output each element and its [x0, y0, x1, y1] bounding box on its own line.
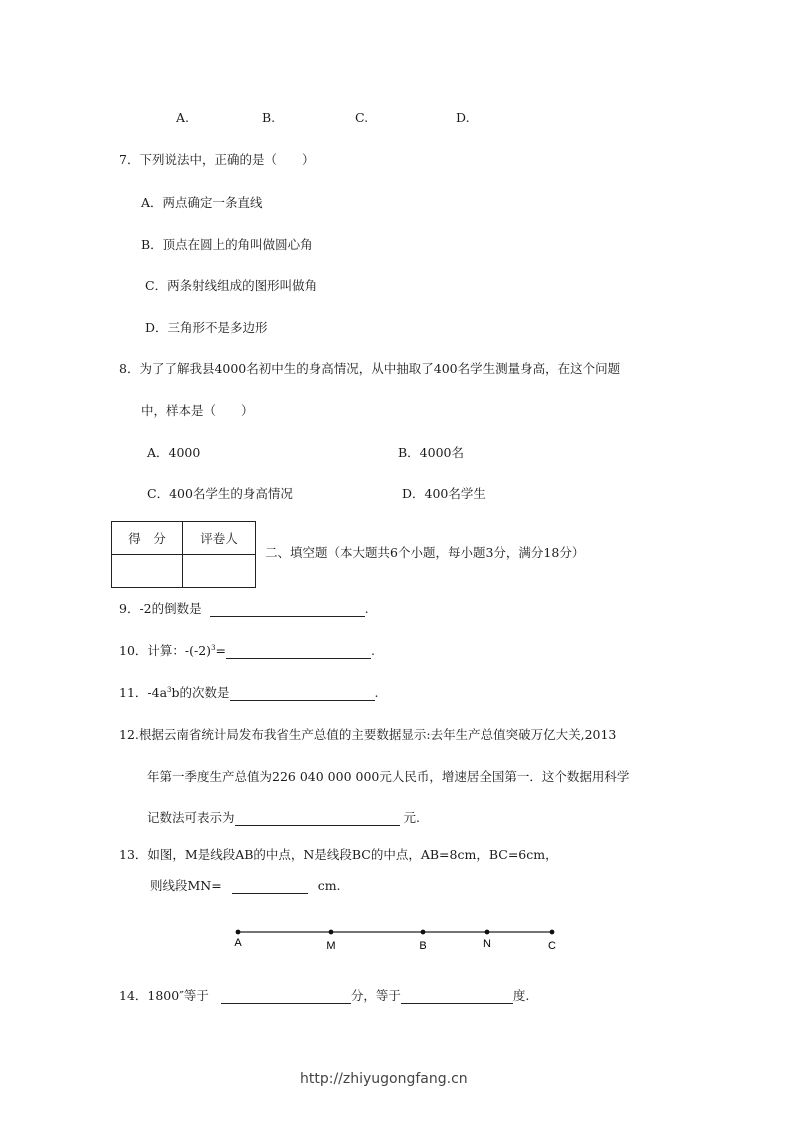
point-a-dot [236, 930, 241, 935]
q10-prefix: 10．计算：-(-2) [119, 643, 212, 658]
grader-cell [183, 555, 256, 588]
score-header: 得 分 [112, 522, 183, 555]
q6-option-c: C. [355, 110, 369, 125]
q14-prefix: 14．1800″等于 [119, 988, 209, 1003]
q11-exponent: 3 [167, 686, 172, 694]
q13-answer-blank[interactable] [232, 879, 308, 894]
q13-line2 [150, 876, 341, 894]
score-table [111, 521, 256, 588]
q14-suffix: 度. [512, 988, 530, 1003]
section-title: 二、填空题（本大题共6个小题，每小题3分，满分18分） [265, 545, 585, 560]
q7-stem: 7．下列说法中，正确的是（ ） [119, 152, 315, 167]
q13-line1: 13．如图，M是线段AB的中点，N是线段BC的中点，AB=8cm，BC=6cm， [119, 847, 558, 862]
point-a-label: A [234, 937, 242, 949]
q11 [119, 683, 379, 701]
q12-line2: 年第一季度生产总值为226 040 000 000元人民币，增速居全国第一．这个数据用科学 [147, 769, 630, 784]
line-segment-figure [225, 922, 570, 962]
q12-line3-suffix: 元. [403, 810, 420, 825]
score-cell [112, 555, 183, 588]
q9-prefix: 9．-2的倒数是 [119, 601, 202, 616]
q7-option-c: C．两条射线组成的图形叫做角 [145, 278, 318, 293]
q12-line3 [147, 808, 420, 826]
q14-degrees-blank[interactable] [401, 989, 513, 1004]
q8-option-d: D．400名学生 [402, 486, 486, 501]
point-c-label: C [548, 940, 556, 952]
point-m-label: M [326, 940, 336, 952]
q14-mid: 分，等于 [350, 988, 401, 1003]
point-m-dot [329, 930, 334, 935]
q8-option-b: B．4000名 [398, 445, 464, 460]
q8-option-c: C．400名学生的身高情况 [147, 486, 293, 501]
q10-answer-blank[interactable] [226, 644, 371, 659]
q10-suffix: . [371, 643, 375, 658]
q13-line2-prefix: 则线段MN= [150, 878, 222, 893]
q12-answer-blank[interactable] [235, 811, 400, 826]
q7-option-d: D．三角形不是多边形 [145, 320, 268, 335]
q9-answer-blank[interactable] [210, 602, 365, 617]
q11-suffix: . [374, 685, 379, 700]
q7-option-b: B．顶点在圆上的角叫做圆心角 [141, 237, 313, 252]
q11-answer-blank[interactable] [230, 686, 375, 701]
q7-option-a: A．两点确定一条直线 [141, 195, 263, 210]
point-n-dot [485, 930, 490, 935]
q12-line3-prefix: 记数法可表示为 [147, 810, 235, 825]
q9-suffix: . [364, 601, 369, 616]
q10 [119, 641, 375, 659]
point-c-dot [550, 930, 555, 935]
q13-line2-suffix: cm. [317, 878, 341, 893]
q14-minutes-blank[interactable] [221, 989, 351, 1004]
q6-option-b: B. [262, 110, 276, 125]
q12-line1: 12.根据云南省统计局发布我省生产总值的主要数据显示:去年生产总值突破万亿大关,2013 [119, 727, 617, 742]
q11-mid: b的次数是 [171, 685, 230, 700]
footer-url[interactable]: http://zhiyugongfang.cn [300, 1071, 468, 1087]
q8-option-a: A．4000 [147, 445, 201, 460]
q14 [119, 986, 529, 1004]
point-n-label: N [483, 938, 491, 950]
q10-equals: = [215, 643, 227, 658]
q6-option-a: A. [176, 110, 190, 125]
point-b-label: B [419, 940, 427, 952]
q6-option-d: D. [456, 110, 470, 125]
grader-header: 评卷人 [183, 522, 256, 555]
q8-stem-line2: 中，样本是（ ） [141, 403, 254, 418]
q8-stem-line1: 8．为了了解我县4000名初中生的身高情况，从中抽取了400名学生测量身高，在这个问题 [119, 361, 621, 376]
q11-prefix: 11．-4a [119, 685, 168, 700]
point-b-dot [421, 930, 426, 935]
q9 [119, 599, 369, 617]
q10-exponent: 3 [211, 644, 216, 652]
